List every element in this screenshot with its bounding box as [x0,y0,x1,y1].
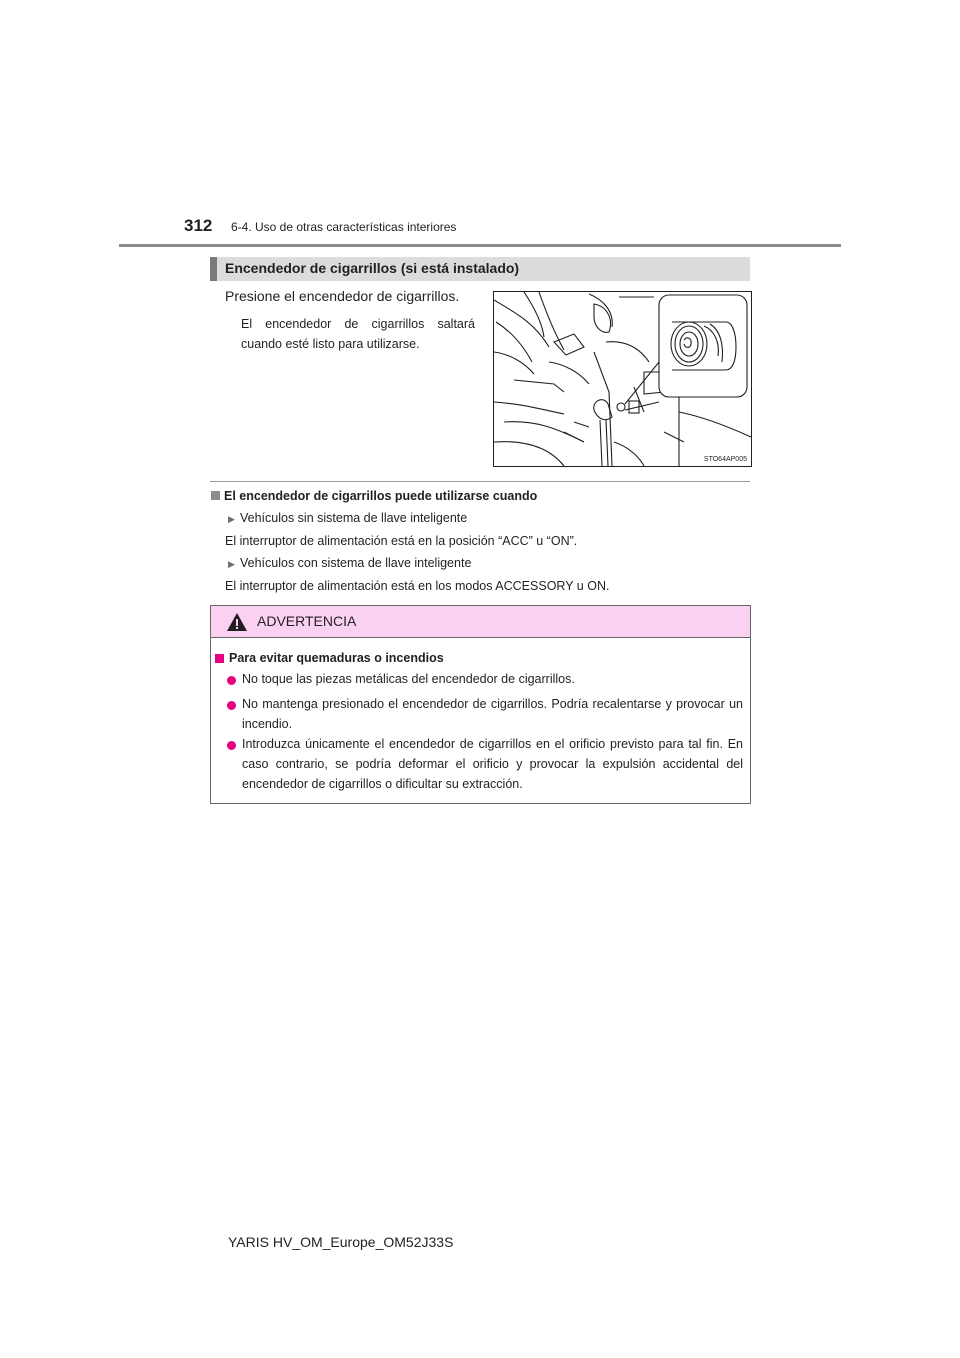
usage-text-2: El interruptor de alimentación está en los modos ACCESSORY u ON. [225,579,610,593]
arrow-icon: ▶ [228,514,235,524]
subheading-marker [211,491,220,500]
warning-heading-marker [215,654,224,663]
warning-bullet-2: No mantenga presionado el encendedor de cigarrillos. Podría recalentarse y provocar un incendio. [242,697,743,731]
section-divider [210,481,750,482]
illustration-code: STO64AP005 [703,456,747,463]
section-title: Encendedor de cigarrillos (si está instalado) [225,260,520,276]
warning-heading: Para evitar quemaduras o incendios [229,651,444,665]
warning-title: ADVERTENCIA [257,613,357,629]
instruction-note: El encendedor de cigarrillos saltará cuando esté listo para utilizarse. [241,317,475,351]
warning-bullet-3: Introduzca únicamente el encendedor de cigarrillos en el orificio previsto para tal fin. En caso contrario, se podría deformar el orificio y provocar la expulsión accidental del encendedor de cigarrillos o dificultar su extracción. [242,737,743,791]
chapter-title: 6-4. Uso de otras características interiores [231,220,457,234]
dashboard-drawing [494,292,751,466]
instruction-text: Presione el encendedor de cigarrillos. [225,288,460,304]
page-number: 312 [184,216,213,235]
warning-header [211,606,750,638]
usage-text-1: El interruptor de alimentación está en la posición “ACC” u “ON”. [225,534,578,548]
cigarette-lighter-illustration [493,291,752,467]
bullet-icon [227,676,236,685]
usage-heading: El encendedor de cigarrillos puede utilizarse cuando [224,489,538,503]
bullet-icon [227,741,236,750]
arrow-icon: ▶ [228,559,235,569]
header-rule [119,244,841,247]
usage-label-1: Vehículos sin sistema de llave inteligente [240,511,468,525]
footer-text: YARIS HV_OM_Europe_OM52J33S [228,1234,454,1250]
section-title-accent [210,257,217,281]
warning-box [210,605,751,804]
warning-icon [226,612,248,632]
bullet-icon [227,701,236,710]
warning-bullet-1: No toque las piezas metálicas del encendedor de cigarrillos. [242,672,575,686]
usage-label-2: Vehículos con sistema de llave inteligente [240,556,472,570]
